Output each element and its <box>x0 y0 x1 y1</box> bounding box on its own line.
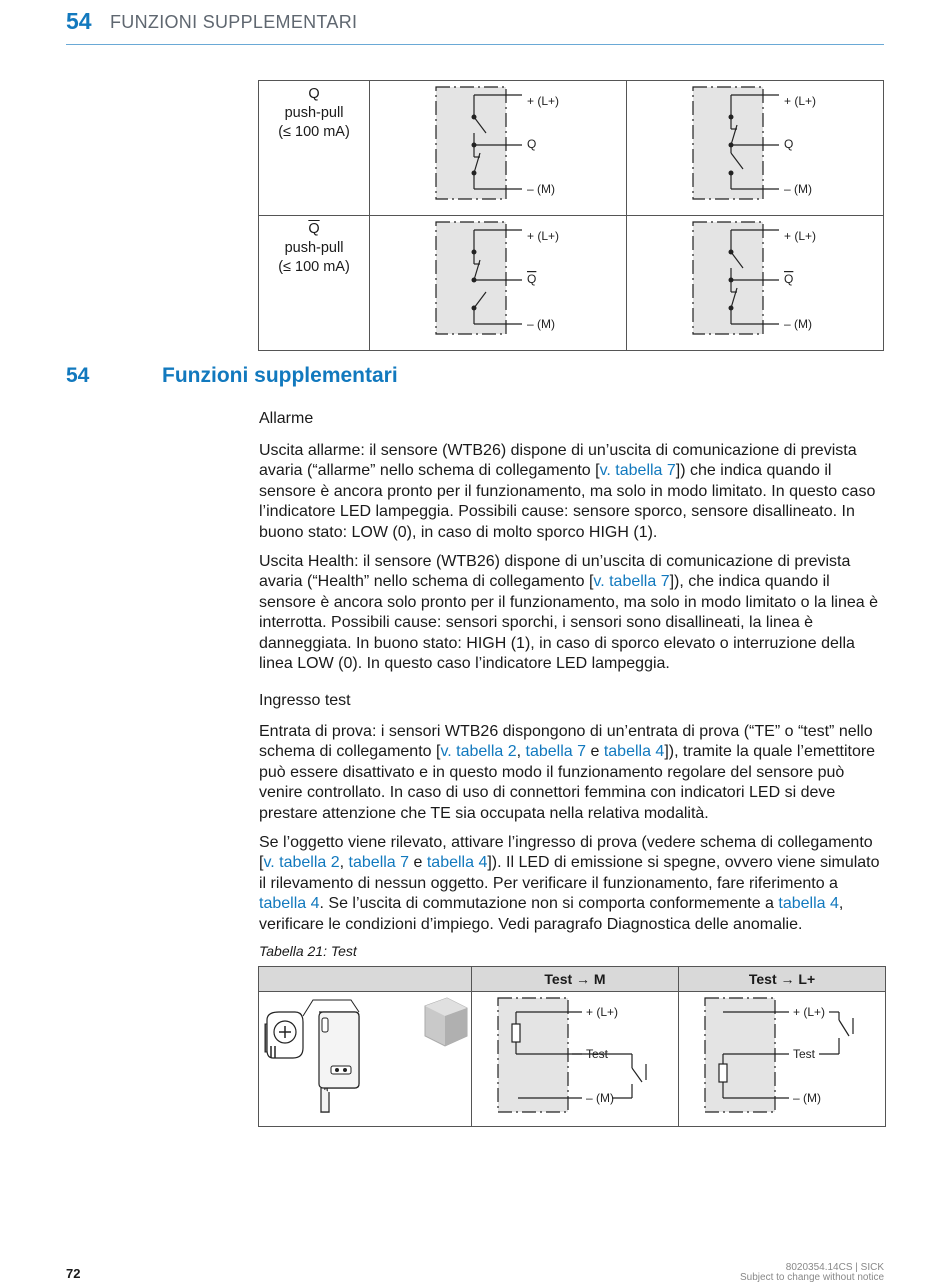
footer-doc-info <box>740 1263 884 1283</box>
paragraph-text: Se l’oggetto viene rilevato, attivare l’ingresso di prova (vedere schema di collegamento [ <box>259 834 873 872</box>
pushpull-switch-diagram <box>627 81 883 210</box>
paragraph-text: ]), tramite la quale l’emettitore può essere disattivato e in questo modo il funzionamento regolare del sensore può venire controllato. In caso di uso di connettori femmina con indicatori LED si deve prestare attenzione che TE sia occupata nella relativa modalità. <box>259 743 876 822</box>
terminal-plus-label: + (L+) <box>527 229 560 243</box>
test-input-paragraph-2 <box>259 833 887 935</box>
alarm-heading: Allarme <box>259 410 314 427</box>
section-title: Funzioni supplementari <box>162 364 398 387</box>
table-reference-link[interactable]: tabella 4 <box>603 743 665 761</box>
header-test-to-m: Test → M <box>472 967 679 992</box>
test-input-paragraph-1 <box>259 722 887 824</box>
paragraph-text: ]) che indica quando il sensore è ancora pronto per il funzionamento, ma solo in modo limitato. In questo caso l’indicatore LED lampeggia. Possibili cause: sensore sporco, sensore disallineato. In buono stato: LOW (0), in caso di molto sporco HIGH (1). <box>259 462 876 541</box>
paragraph-text: Uscita allarme: il sensore (WTB26) dispone di un’uscita di comunicazione di prevista avaria (“allarme” nello schema di collegamento [ <box>259 442 857 480</box>
terminal-plus-label: + (L+) <box>586 1005 619 1019</box>
paragraph-text: Entrata di prova: i sensori WTB26 dispongono di un’entrata di prova (“TE” o “test” nello schema di collegamento [ <box>259 723 873 761</box>
table-reference-link[interactable]: v. tabella 7 <box>593 573 670 591</box>
section-number: 54 <box>66 364 90 387</box>
table-reference-link[interactable]: tabella 4 <box>778 895 839 913</box>
test-m-diagram-cell <box>472 992 679 1127</box>
terminal-minus-label: – (M) <box>784 182 812 196</box>
output-wiring-table <box>258 80 884 351</box>
terminal-minus-label: – (M) <box>527 182 555 196</box>
header-test-to-lplus: Test → L+ <box>679 967 886 992</box>
table-reference-link[interactable]: tabella 7 <box>348 854 410 872</box>
paragraph-text: , <box>339 854 349 872</box>
alarm-paragraph-1 <box>259 441 887 543</box>
header-divider <box>66 44 884 45</box>
table-row <box>259 216 884 351</box>
output-name: $\overline{Q}$ <box>308 221 320 237</box>
terminal-minus-label: – (M) <box>527 317 555 331</box>
wiring-diagram-cell <box>370 81 627 216</box>
terminal-plus-label: + (L+) <box>784 229 817 243</box>
wiring-diagram-cell <box>370 216 627 351</box>
test-to-m-diagram <box>472 992 678 1121</box>
table-reference-link[interactable]: tabella 4 <box>259 895 320 913</box>
output-type: push-pull <box>284 105 344 121</box>
pushpull-switch-diagram <box>627 216 883 345</box>
alarm-paragraph-2 <box>259 552 887 674</box>
test-input-heading: Ingresso test <box>259 692 351 709</box>
terminal-minus-label: – (M) <box>793 1091 821 1105</box>
terminal-output-label: Q <box>527 137 537 151</box>
wiring-diagram-cell <box>627 81 884 216</box>
output-current: (≤ 100 mA) <box>278 259 350 275</box>
terminal-minus-label: – (M) <box>586 1091 614 1105</box>
table-reference-link[interactable]: tabella 7 <box>525 743 587 761</box>
table-header-row <box>259 967 886 992</box>
paragraph-text: e <box>409 854 427 872</box>
sensor-illustration <box>259 992 471 1121</box>
paragraph-text: ]). Il LED di emissione si spegne, ovvero viene simulato il rilevamento di nessun oggetto. Per verificare il funzionamento, fare riferimento a <box>259 854 880 892</box>
output-type: push-pull <box>284 240 344 256</box>
terminal-output-label: Q <box>784 137 794 151</box>
chapter-number: 54 <box>66 8 92 34</box>
terminal-output-label: Q <box>784 272 794 286</box>
table-caption: Tabella 21: Test <box>259 943 357 959</box>
table-reference-link[interactable]: v. tabella 7 <box>599 462 676 480</box>
terminal-minus-label: – (M) <box>784 317 812 331</box>
paragraph-text: . Se l’uscita di commutazione non si comporta conformemente a <box>319 895 779 913</box>
table-row <box>259 992 886 1127</box>
paragraph-text: , <box>516 743 526 761</box>
test-table <box>258 966 886 1127</box>
wiring-diagram-cell <box>627 216 884 351</box>
terminal-plus-label: + (L+) <box>793 1005 826 1019</box>
test-to-lplus-diagram <box>679 992 885 1121</box>
document-id: 8020354.14CS | SICK <box>785 1262 884 1273</box>
paragraph-text: e <box>586 743 604 761</box>
terminal-plus-label: + (L+) <box>527 94 560 108</box>
terminal-output-label: Q <box>527 272 537 286</box>
header-empty <box>259 967 472 992</box>
table-reference-link[interactable]: v. tabella 2 <box>440 743 517 761</box>
chapter-title: FUNZIONI SUPPLEMENTARI <box>110 12 358 32</box>
test-lplus-diagram-cell <box>679 992 886 1127</box>
terminal-test-label: Test <box>586 1047 609 1061</box>
paragraph-text: Uscita Health: il sensore (WTB26) dispone di un’uscita di comunicazione di prevista avaria (“Health” nello schema di collegamento [ <box>259 553 851 591</box>
paragraph-text: ]), che indica quando il sensore è ancora solo pronto per il funzionamento, ma solo in modo limitato o la linea è interrotta. Possibili cause: sensori sporchi, i sensori sono disallineati, la linea è danneggiata. In buono stato: HIGH (1), in caso di sporco elevato o interruzione della linea LOW (0). In questo caso l’indicatore LED lampeggia. <box>259 573 879 673</box>
sensor-image-cell <box>259 992 472 1127</box>
page-number: 72 <box>66 1266 81 1281</box>
pushpull-switch-diagram <box>370 81 626 210</box>
table-row <box>259 81 884 216</box>
pushpull-switch-diagram <box>370 216 626 345</box>
terminal-plus-label: + (L+) <box>784 94 817 108</box>
paragraph-text: , verificare le condizioni d’impiego. Vedi paragrafo Diagnostica delle anomalie. <box>259 895 844 933</box>
output-name: Q <box>308 86 320 102</box>
terminal-test-label: Test <box>793 1047 816 1061</box>
table-reference-link[interactable]: tabella 4 <box>426 854 488 872</box>
output-label-cell <box>259 216 370 351</box>
change-notice: Subject to change without notice <box>740 1272 884 1283</box>
table-reference-link[interactable]: v. tabella 2 <box>263 854 340 872</box>
output-current: (≤ 100 mA) <box>278 124 350 140</box>
output-label-cell <box>259 81 370 216</box>
